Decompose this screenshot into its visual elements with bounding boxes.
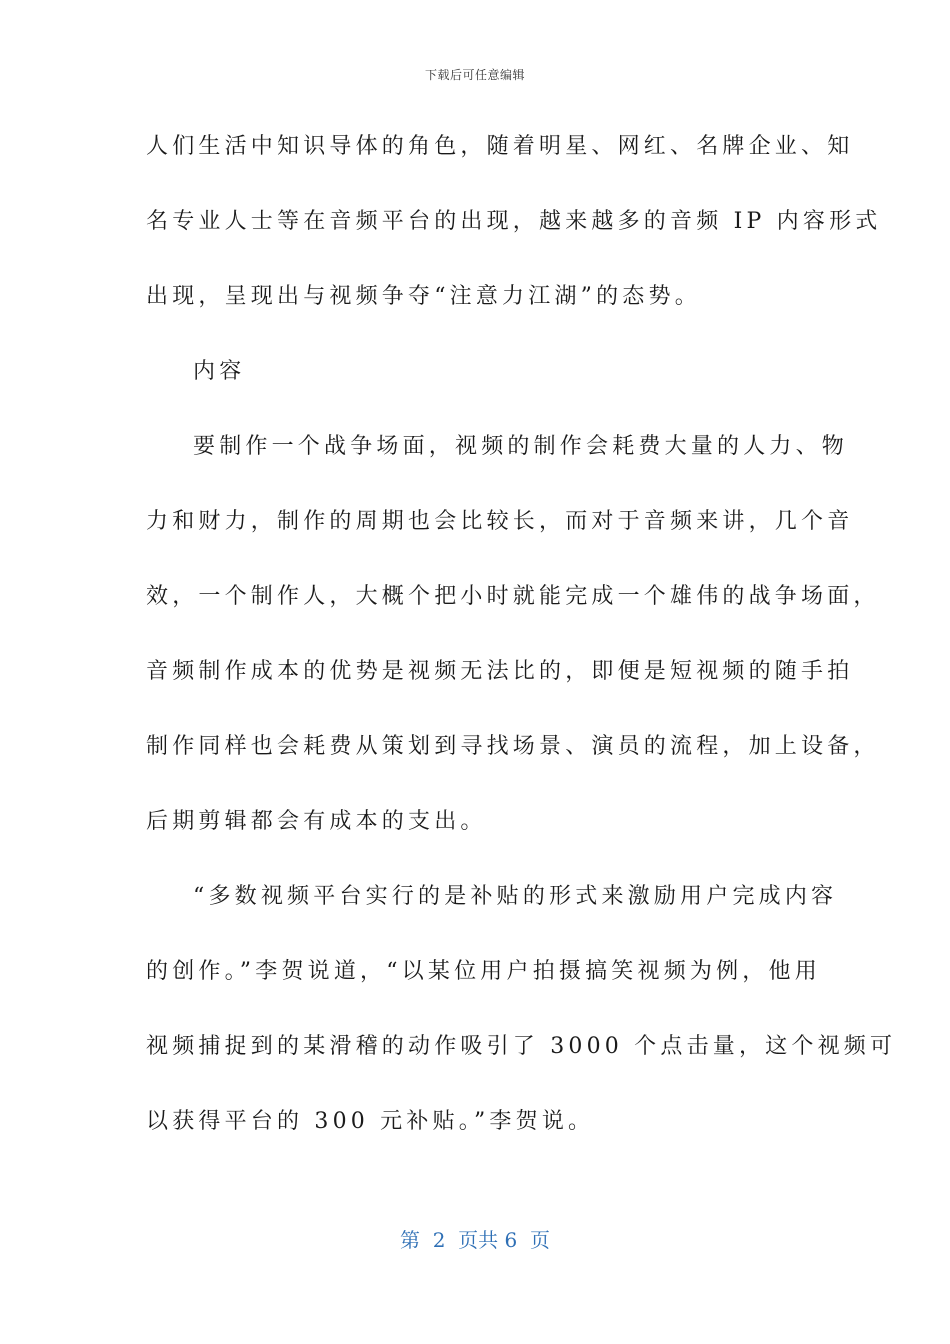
paragraph-line: 视频捕捉到的某滑稽的动作吸引了 3000 个点击量，这个视频可 [146, 1034, 897, 1059]
paragraph-line: 后期剪辑都会有成本的支出。 [146, 809, 487, 834]
paragraph-line: 制作同样也会耗费从策划到寻找场景、演员的流程，加上设备， [146, 734, 880, 759]
paragraph-line: 出现，呈现出与视频争夺“注意力江湖”的态势。 [146, 284, 701, 309]
paragraph-line: 效，一个制作人，大概个把小时就能完成一个雄伟的战争场面， [146, 584, 880, 609]
section-heading: 内容 [193, 359, 246, 384]
body-text [146, 127, 897, 1177]
paragraph-line: 音频制作成本的优势是视频无法比的，即便是短视频的随手拍 [146, 659, 854, 684]
paragraph-line: 人们生活中知识导体的角色，随着明星、网红、名牌企业、知 [146, 134, 854, 159]
paragraph-line: “多数视频平台实行的是补贴的形式来激励用户完成内容 [193, 884, 838, 909]
paragraph-line: 力和财力，制作的周期也会比较长，而对于音频来讲，几个音 [146, 509, 854, 534]
paragraph-line: 要制作一个战争场面，视频的制作会耗费大量的人力、物 [193, 434, 849, 459]
header-note: 下载后可任意编辑 [424, 68, 525, 82]
paragraph-line: 名专业人士等在音频平台的出现，越来越多的音频 IP 内容形式 [146, 209, 882, 234]
paragraph-line: 以获得平台的 300 元补贴。”李贺说。 [146, 1109, 595, 1134]
page-number-footer: 第 2 页共 6 页 [400, 1228, 550, 1252]
paragraph-line: 的创作。”李贺说道，“以某位用户拍摄搞笑视频为例，他用 [146, 959, 821, 984]
